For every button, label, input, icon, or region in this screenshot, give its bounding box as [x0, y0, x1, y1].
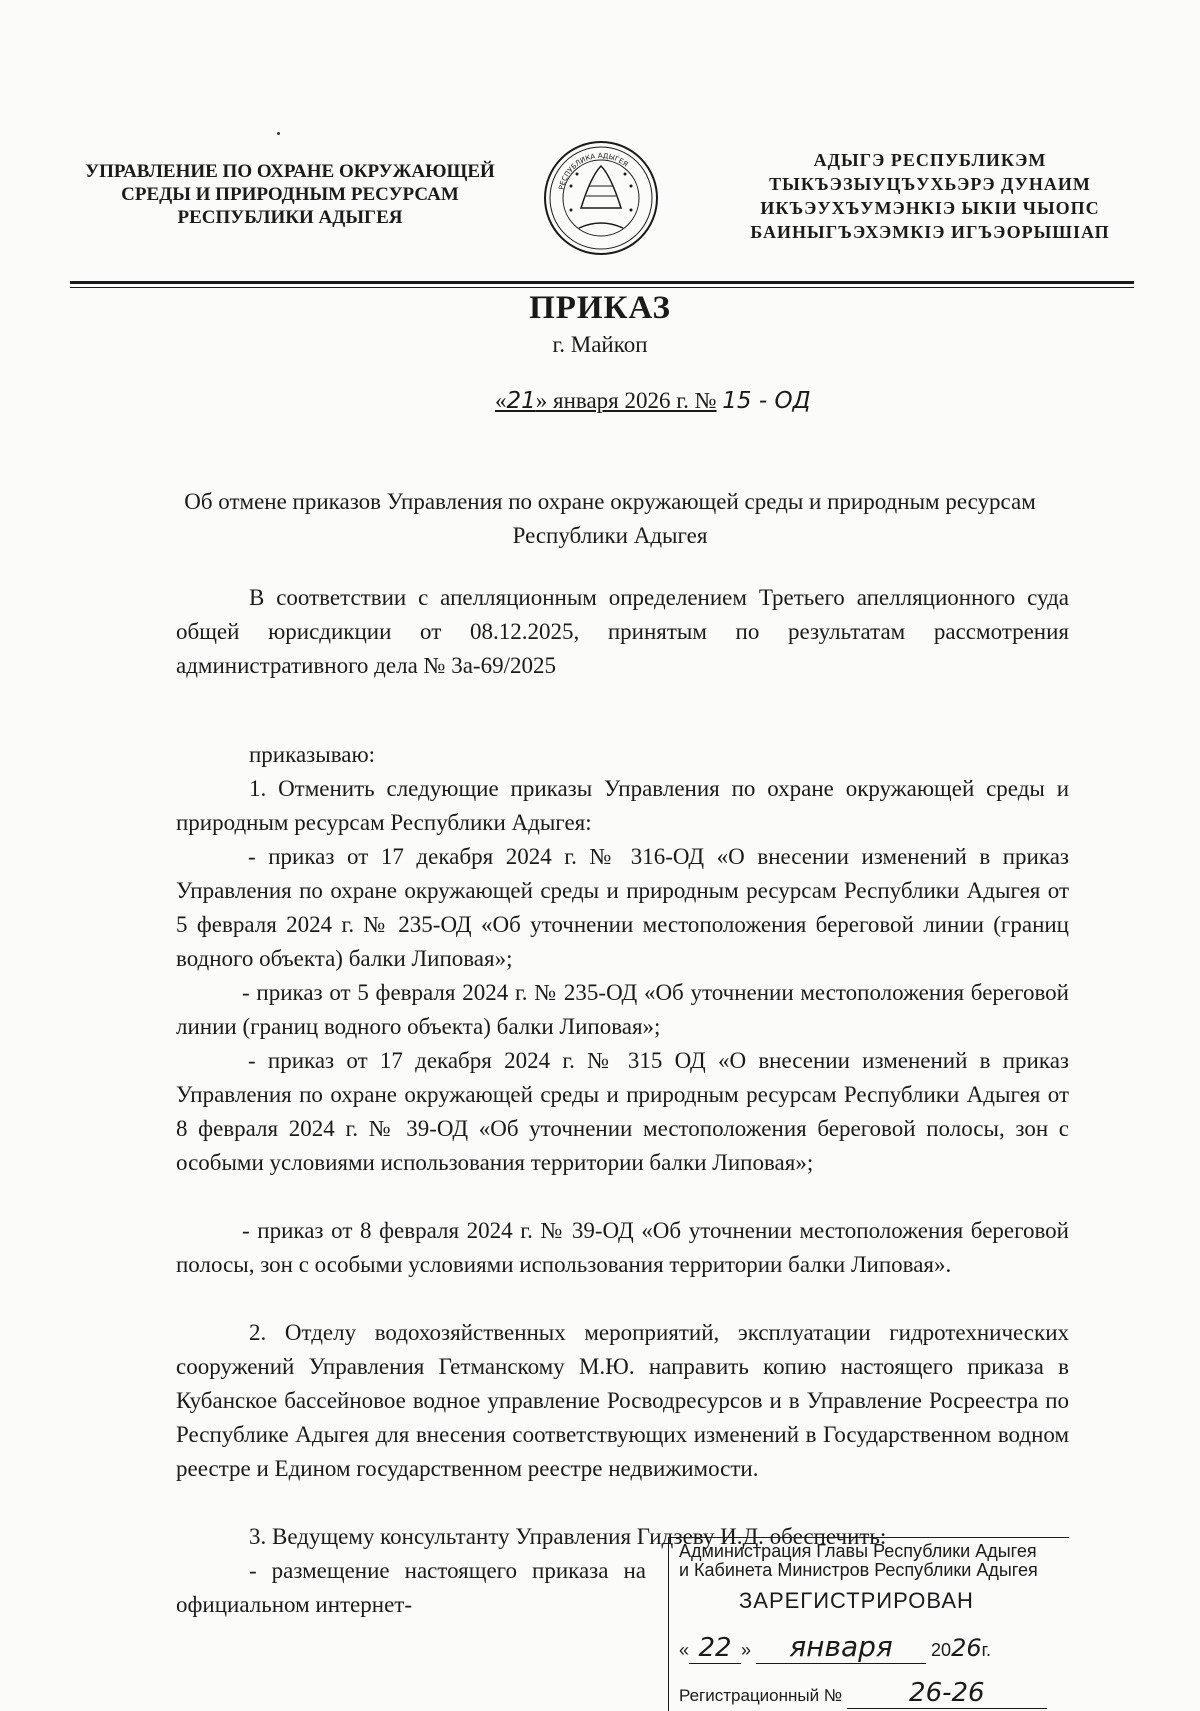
header-right-line: АДЫГЭ РЕСПУБЛИКЭМ [813, 150, 1047, 170]
stamp-date: « 22 » января 2026г. [679, 1630, 991, 1663]
item-1-sub-4: - приказ от 8 февраля 2024 г. № 39-ОД «Об уточнении местоположения береговой полосы, зон с особыми условиями использования территории балки Липовая». [176, 1218, 1069, 1277]
item-2: 2. Отделу водохозяйственных мероприятий, эксплуатации гидротехнических сооружений Управления Гетманскому М.Ю. направить копию настоящего приказа в Кубанское бассейновое водное управление Росводресурсов и в Управление Росреестра по Республике Адыгея для внесения соответствующих изменений в Государственном водном реестре и Едином государственном реестре недвижимости. [176, 1320, 1069, 1481]
stamp-day-handwritten: 22 [689, 1633, 741, 1664]
stamp-registered: ЗАРЕГИСТРИРОВАН [739, 1588, 974, 1613]
registration-stamp [668, 1537, 1069, 1711]
header-divider-thick [70, 281, 1134, 284]
document-title: ПРИКАЗ [529, 290, 671, 326]
header-left-line: РЕСПУБЛИКИ АДЫГЕЯ [177, 207, 403, 228]
document-city: г. Майкоп [552, 332, 648, 357]
stamp-year-prefix: 20 [931, 1640, 952, 1660]
item-1: 1. Отменить следующие приказы Управления по охране окружающей среды и природным ресурсам Республики Адыгея: [176, 776, 1069, 835]
header-left-line: СРЕДЫ И ПРИРОДНЫМ РЕСУРСАМ [121, 184, 459, 205]
stamp-reg-number-handwritten: 26-26 [847, 1678, 1047, 1709]
header-right-line: ТЫКЪЭЗЫУЦЪУХЬЭРЭ ДУНАИМ [769, 174, 1091, 194]
header-divider-thin [70, 287, 1134, 288]
header-right-line: БАИНЫГЪЭХЭМКІЭ ИГЪЭОРЫШІАП [750, 222, 1110, 242]
header-right-line: ИКЪЭУХЪУМЭНКІЭ ЫКІИ ЧЫОПС [760, 198, 1100, 218]
item-3-sub: - размещение настоящего приказа на официальном интернет- [176, 1558, 646, 1617]
header-right-organization [720, 148, 1140, 244]
order-number-handwritten: 15 - ОД [722, 388, 811, 414]
stamp-registration-number [679, 1678, 1047, 1709]
svg-text:РЕСПУБЛИКА АДЫГЕЯ [558, 152, 630, 190]
stamp-month-handwritten: января [756, 1630, 926, 1664]
stamp-org-line: и Кабинета Министров Республики Адыгея [679, 1560, 1038, 1580]
header-left-line: УПРАВЛЕНИЕ ПО ОХРАНЕ ОКРУЖАЮЩЕЙ [85, 161, 495, 182]
stamp-year-handwritten: 26 [951, 1634, 982, 1662]
adygea-emblem [541, 136, 661, 261]
preamble-paragraph: В соответствии с апелляционным определением Третьего апелляционного суда общей юрисдикции от 08.12.2025, принятым по результатам рассмотрения административного дела № 3а-69/2025 [176, 585, 1069, 678]
order-word: приказываю: [249, 742, 376, 767]
stamp-reg-label: Регистрационный № [679, 1686, 843, 1705]
emblem-text: РЕСПУБЛИКА АДЫГЕЯ [557, 151, 630, 191]
document-subject: Об отмене приказов Управления по охране окружающей среды и природным ресурсам Республики Адыгея [184, 489, 1036, 548]
stamp-org-line: Администрация Главы Республики Адыгея [679, 1541, 1037, 1561]
document-date-number [495, 388, 811, 414]
date-open-quote: « [495, 388, 507, 413]
item-3: 3. Ведущему консультанту Управления Гидзеву И.Д. обеспечить: [249, 1524, 887, 1549]
date-month-year: » января 2026 г. № [535, 388, 717, 413]
date-day-handwritten: 21 [506, 388, 536, 414]
item-1-sub-2: - приказ от 5 февраля 2024 г. № 235-ОД «Об уточнении местоположения береговой линии (границ водного объекта) балки Липовая»; [176, 980, 1069, 1039]
item-1-sub-1: - приказ от 17 декабря 2024 г. № 316-ОД «О внесении изменений в приказ Управления по охране окружающей среды и природным ресурсам Республики Адыгея от 5 февраля 2024 г. № 235-ОД «Об уточнении местоположения береговой линии (границ водного объекта) балки Липовая»; [176, 844, 1069, 971]
stamp-year-end: г. [981, 1640, 991, 1660]
item-1-sub-3: - приказ от 17 декабря 2024 г. № 315 ОД «О внесении изменений в приказ Управления по охране окружающей среды и природным ресурсам Республики Адыгея от 8 февраля 2024 г. № 39-ОД «Об уточнении местоположения береговой полосы, зон с особыми условиями использования территории балки Липовая»; [176, 1048, 1069, 1175]
header-left-organization [70, 160, 510, 229]
stamp-organization [679, 1542, 1038, 1580]
scan-speck [277, 132, 280, 135]
